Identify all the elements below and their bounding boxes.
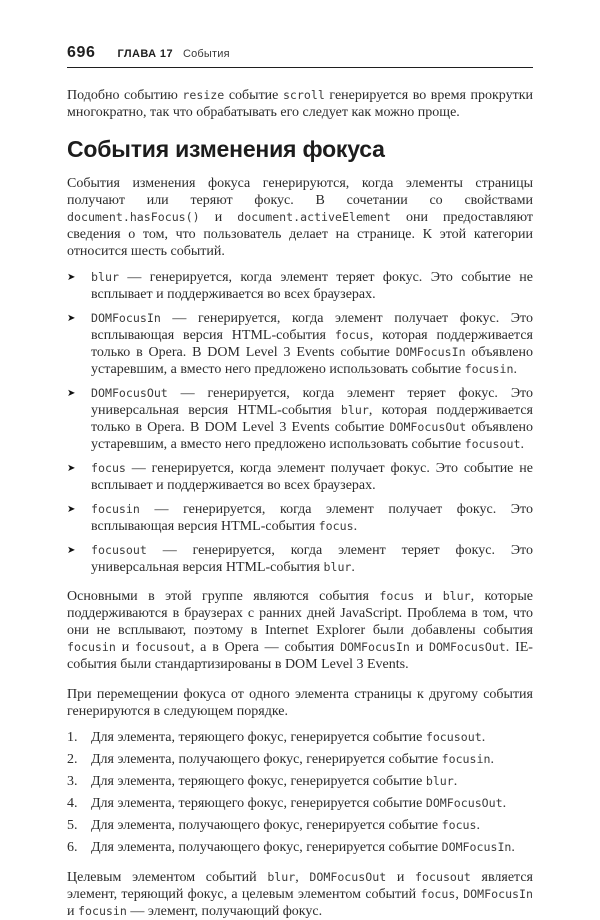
text-span: . (511, 840, 515, 855)
text-span: — генерируется, когда элемент теряет фокус. Это событие не всплывает и поддерживается во всех браузерах. (91, 270, 533, 302)
list-item-text (91, 817, 533, 834)
code-span: resize (182, 88, 225, 102)
code-span: focus (91, 461, 126, 475)
code-span: focusout (135, 640, 191, 654)
code-span: focus (420, 887, 456, 901)
list-item (67, 542, 533, 576)
text-span: и (414, 589, 443, 604)
text-span: Подобно событию (67, 88, 183, 103)
list-item-text (91, 839, 533, 856)
text-span: , (455, 887, 464, 902)
code-span: scroll (282, 88, 325, 102)
code-span: focus (379, 589, 415, 603)
code-span: focusout (425, 730, 482, 744)
text-span: и (67, 904, 78, 919)
text-span: — генерируется, когда элемент получает фокус. Это событие не всплывает и поддерживается во всех браузерах. (91, 461, 533, 493)
text-span: и (115, 640, 135, 655)
code-span: DOMFocusIn (395, 345, 466, 359)
code-span: DOMFocusIn (340, 640, 410, 654)
arrow-bullet-icon: ➤ (67, 504, 76, 515)
order-intro-paragraph (67, 686, 533, 720)
code-span: focusin (91, 502, 140, 516)
section-heading: События изменения фокуса (67, 136, 385, 162)
text-span: , которая поддерживается только в Opera. В DOM Level 3 Events событие (91, 328, 533, 360)
chapter-label: ГЛАВА 17 (117, 48, 173, 60)
text-span: При перемещении фокуса от одного элемента страницы к другому события генерируются в следующем порядке. (67, 687, 533, 719)
text-span: Для элемента, теряющего фокус, генерируется событие (91, 730, 426, 745)
text-span: События изменения фокуса генерируются, когда элементы страницы получают или теряют фокус. В сочетании со свойствами (67, 176, 533, 208)
text-span: и (409, 640, 429, 655)
text-span: . (476, 818, 481, 833)
text-span: генерируется во время прокрутки многократно, так что обрабатывать его следует как можно проще. (67, 88, 533, 120)
item-number: 6. (67, 840, 78, 855)
code-span: document.activeElement (237, 210, 391, 224)
list-item-text (91, 751, 533, 768)
code-span: document.hasFocus() (67, 210, 200, 224)
text-span: Для элемента, получающего фокус, генерируется событие (91, 840, 442, 855)
text-span: , которая поддерживается только в Opera. В DOM Level 3 Events событие (91, 403, 533, 435)
code-span: DOMFocusIn (441, 840, 512, 854)
text-span: Для элемента, теряющего фокус, генерируется событие (91, 774, 426, 789)
text-span: , а в Opera — события (190, 640, 341, 655)
list-item (67, 310, 533, 378)
list-item (67, 269, 533, 303)
code-span: blur (340, 403, 369, 417)
text-span: , (295, 870, 310, 885)
text-span: объявлено устаревшим, а вместо него предложено использовать событие (91, 345, 533, 377)
item-number: 3. (67, 774, 78, 789)
text-span: — генерируется, когда элемент получает фокус. Это всплывающая версия HTML-события (91, 311, 533, 343)
item-number: 1. (67, 730, 78, 745)
code-span: focus (441, 818, 477, 832)
list-item-text (91, 729, 533, 746)
code-span: blur (267, 870, 296, 884)
code-span: focusout (91, 543, 147, 557)
text-span: Целевым элементом событий (67, 870, 268, 885)
text-span: . (353, 519, 358, 534)
list-item-text (91, 542, 533, 576)
item-number: 4. (67, 796, 78, 811)
page-number: 696 (67, 44, 96, 61)
code-span: DOMFocusOut (91, 386, 168, 400)
code-span: focus (318, 519, 354, 533)
text-span: они предоставляют сведения о том, что пользователь делает на странице. К этой категории относится шесть событий. (67, 210, 533, 259)
list-item (67, 751, 533, 768)
arrow-bullet-icon: ➤ (67, 545, 76, 556)
list-item-text (91, 501, 533, 535)
intro-paragraph (67, 87, 533, 121)
code-span: DOMFocusOut (389, 420, 467, 434)
code-span: focusin (67, 640, 116, 654)
text-span: — генерируется, когда элемент теряет фокус. Это универсальная версия HTML-события (91, 386, 533, 418)
text-span: . (351, 560, 355, 575)
list-item (67, 773, 533, 790)
list-item-text (91, 310, 533, 378)
list-item (67, 385, 533, 453)
text-span: . IE-события были стандартизированы в DOM Level 3 Events. (67, 640, 533, 672)
code-span: blur (442, 589, 471, 603)
order-steps-list (67, 729, 533, 856)
text-span: Для элемента, получающего фокус, генерируется событие (91, 752, 442, 767)
text-span: . (513, 362, 517, 377)
code-span: blur (91, 270, 119, 284)
summary-paragraph (67, 588, 533, 673)
code-span: focusout (415, 870, 471, 884)
code-span: focusin (78, 904, 127, 918)
text-span: и (386, 870, 416, 885)
list-item (67, 460, 533, 494)
list-item-text (91, 269, 533, 303)
text-span: . (502, 796, 507, 811)
focus-events-list (67, 269, 533, 576)
text-span: . (481, 730, 486, 745)
list-item-text (91, 385, 533, 453)
target-paragraph (67, 869, 533, 920)
text-span: событие (224, 88, 283, 103)
code-span: focusin (441, 752, 491, 766)
text-span: Для элемента, получающего фокус, генерируется событие (91, 818, 442, 833)
code-span: focus (334, 328, 370, 342)
header-rule (67, 67, 533, 68)
list-item-text (91, 773, 533, 790)
lead-paragraph (67, 175, 533, 260)
text-span: . (490, 752, 494, 767)
page-header (67, 44, 533, 62)
code-span: blur (323, 560, 352, 574)
code-span: DOMFocusOut (309, 870, 387, 884)
text-span: — генерируется, когда элемент теряет фокус. Это универсальная версия HTML-события (91, 543, 533, 575)
list-item (67, 729, 533, 746)
text-span: — генерируется, когда элемент получает фокус. Это всплывающая версия HTML-события (91, 502, 533, 534)
item-number: 2. (67, 752, 78, 767)
text-span: и (199, 210, 238, 225)
text-span: является элемент, теряющий фокус, а целевым элементом событий (67, 870, 533, 902)
code-span: focusout (464, 437, 521, 451)
list-item-text (91, 795, 533, 812)
chapter-title: События (182, 48, 230, 60)
list-item (67, 795, 533, 812)
arrow-bullet-icon: ➤ (67, 463, 76, 474)
code-span: DOMFocusOut (425, 796, 503, 810)
text-span: Для элемента, теряющего фокус, генерируется событие (91, 796, 426, 811)
arrow-bullet-icon: ➤ (67, 313, 76, 324)
item-number: 5. (67, 818, 78, 833)
text-span: , которые поддерживаются в браузерах с ранних дней JavaScript. Проблема в том, что они не всплывают, поэтому в Internet Explorer были добавлены события (67, 589, 534, 638)
list-item (67, 817, 533, 834)
text-span: . (453, 774, 458, 789)
text-span: — элемент, получающий фокус. (126, 904, 323, 919)
arrow-bullet-icon: ➤ (67, 272, 76, 283)
list-item-text (91, 460, 533, 494)
text-span: Основными в этой группе являются события (67, 589, 380, 604)
code-span: focusin (464, 362, 514, 376)
text-span: объявлено устаревшим, а вместо него предложено использовать событие (91, 420, 533, 452)
arrow-bullet-icon: ➤ (67, 388, 76, 399)
code-span: DOMFocusIn (463, 887, 533, 901)
code-span: DOMFocusOut (429, 640, 506, 654)
text-span: . (520, 437, 524, 452)
code-span: DOMFocusIn (91, 311, 161, 325)
list-item (67, 501, 533, 535)
list-item (67, 839, 533, 856)
code-span: blur (425, 774, 454, 788)
